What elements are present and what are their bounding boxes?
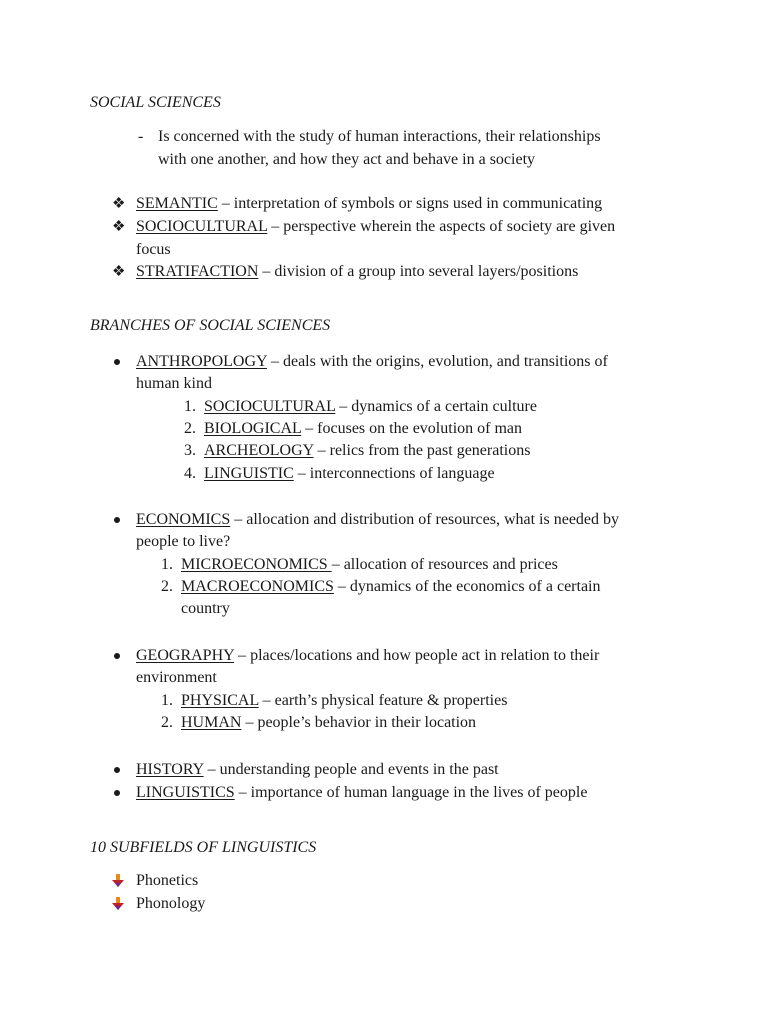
term: HISTORY — [136, 761, 204, 778]
continuation-line: people to live? — [136, 533, 231, 550]
item-number: 3. — [184, 442, 196, 459]
diamond-bullet-icon: ❖ — [112, 196, 126, 212]
description-line: with one another, and how they act and behave in a society — [158, 151, 536, 168]
heading-social-sciences: SOCIAL SCIENCES — [90, 94, 221, 111]
definition: – interconnections of language — [293, 465, 495, 482]
list-item: Phonetics — [136, 872, 199, 889]
disc-bullet-icon — [114, 767, 120, 773]
list-item — [136, 782, 587, 804]
term: SOCIOCULTURAL — [204, 398, 336, 415]
heading-branches: BRANCHES OF SOCIAL SCIENCES — [90, 317, 331, 334]
term: LINGUISTICS — [136, 784, 235, 801]
definition: – deals with the origins, evolution, and transitions of — [266, 353, 608, 370]
list-item — [136, 509, 619, 531]
term: LINGUISTIC — [204, 465, 294, 482]
definition: – allocation and distribution of resources, what is needed by — [230, 511, 620, 528]
term: MACROECONOMICS — [181, 578, 334, 595]
down-arrow-bullet-icon — [112, 874, 124, 888]
disc-bullet-icon — [114, 517, 120, 523]
definition: – perspective wherein the aspects of society are given — [267, 218, 616, 235]
definition: – division of a group into several layers/positions — [258, 263, 579, 280]
term: GEOGRAPHY — [136, 647, 235, 664]
definition: – dynamics of a certain culture — [335, 398, 537, 415]
heading-subfields: 10 SUBFIELDS OF LINGUISTICS — [90, 839, 317, 856]
sub-item — [181, 576, 601, 598]
down-arrow-bullet-icon — [112, 897, 124, 911]
term: SOCIOCULTURAL — [136, 218, 268, 235]
definition: – dynamics of the economics of a certain — [333, 578, 601, 595]
list-item — [136, 261, 578, 283]
dash-marker: - — [138, 128, 144, 145]
definition: – focuses on the evolution of man — [301, 420, 523, 437]
term: BIOLOGICAL — [204, 420, 302, 437]
item-number: 4. — [184, 465, 196, 482]
disc-bullet-icon — [114, 653, 120, 659]
definition: – relics from the past generations — [313, 442, 531, 459]
definition: – places/locations and how people act in relation to their — [234, 647, 600, 664]
sub-item — [204, 396, 537, 418]
list-item — [136, 645, 599, 667]
item-number: 2. — [184, 420, 196, 437]
sub-item — [204, 463, 495, 485]
term: SEMANTIC — [136, 195, 218, 212]
item-number: 1. — [161, 692, 173, 709]
term: ARCHEOLOGY — [204, 442, 314, 459]
definition: – interpretation of symbols or signs used in communicating — [217, 195, 603, 212]
term: PHYSICAL — [181, 692, 259, 709]
definition: – earth’s physical feature & properties — [258, 692, 508, 709]
continuation-line: environment — [136, 669, 217, 686]
diamond-bullet-icon: ❖ — [112, 264, 126, 280]
term: MICROECONOMICS — [181, 556, 332, 573]
item-number: 1. — [161, 556, 173, 573]
term: ECONOMICS — [136, 511, 231, 528]
sub-item — [181, 554, 558, 576]
disc-bullet-icon — [114, 359, 120, 365]
list-item — [136, 216, 615, 238]
list-item — [136, 759, 499, 781]
definition: – allocation of resources and prices — [331, 556, 558, 573]
diamond-bullet-icon: ❖ — [112, 219, 126, 235]
item-number: 2. — [161, 714, 173, 731]
sub-item — [204, 440, 530, 462]
item-number: 1. — [184, 398, 196, 415]
continuation-line: country — [181, 600, 230, 617]
list-item — [136, 351, 608, 373]
continuation-line: human kind — [136, 375, 212, 392]
definition: – people’s behavior in their location — [241, 714, 477, 731]
definition: – importance of human language in the lives of people — [234, 784, 588, 801]
term: STRATIFACTION — [136, 263, 259, 280]
disc-bullet-icon — [114, 790, 120, 796]
continuation-line: focus — [136, 241, 171, 258]
list-item — [136, 193, 602, 215]
definition: – understanding people and events in the past — [203, 761, 499, 778]
description-line: Is concerned with the study of human interactions, their relationships — [158, 128, 601, 145]
item-number: 2. — [161, 578, 173, 595]
sub-item — [181, 712, 476, 734]
term: HUMAN — [181, 714, 242, 731]
sub-item — [204, 418, 522, 440]
list-item: Phonology — [136, 895, 206, 912]
sub-item — [181, 690, 507, 712]
term: ANTHROPOLOGY — [136, 353, 267, 370]
